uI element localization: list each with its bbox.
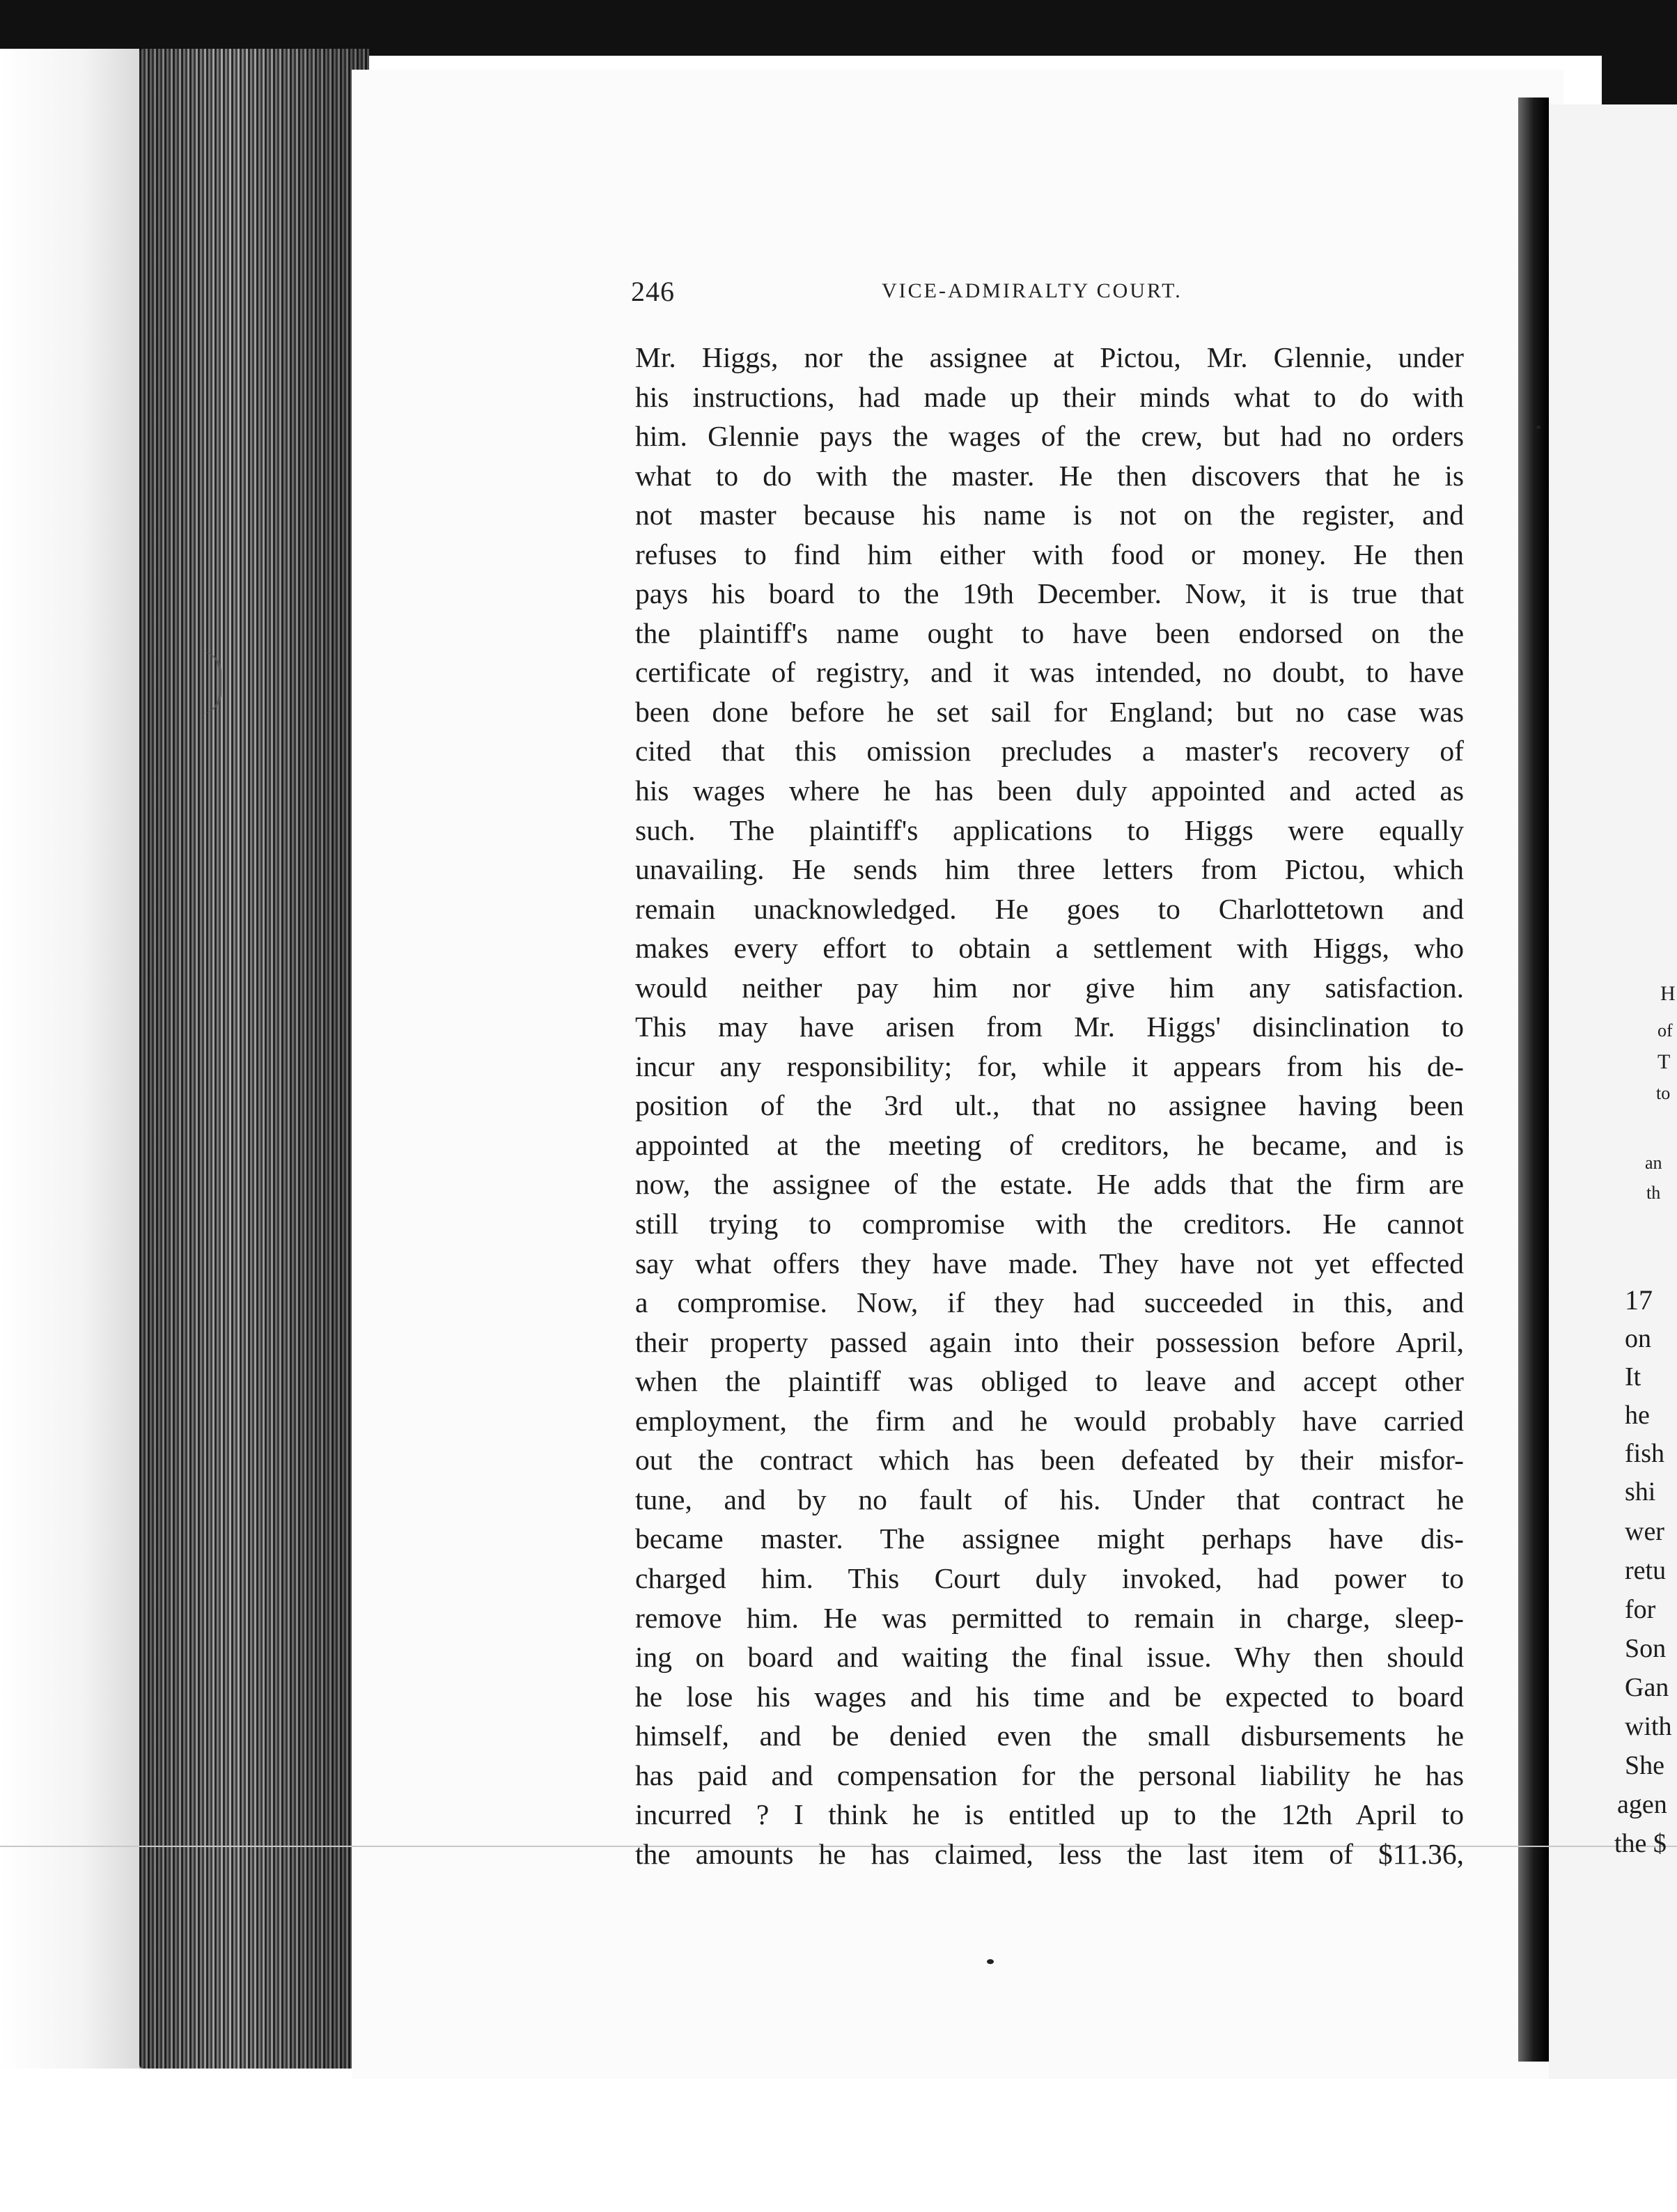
text-line: unavailing. He sends him three letters from Pictou, which [635, 853, 1464, 886]
text-line: cited that this omission precludes a master's recovery of [635, 735, 1464, 768]
text-line: his instructions, had made up their minds what to do with [635, 380, 1464, 413]
facing-fragment: shi [1625, 1477, 1656, 1506]
facing-fragment: for [1625, 1595, 1656, 1624]
text-line: himself, and be denied even the small disbursements he [635, 1720, 1464, 1752]
facing-fragment: H [1660, 982, 1676, 1005]
text-line: his wages where he has been duly appointed and acted as [635, 774, 1464, 807]
text-line: what to do with the master. He then discovers that he is [635, 459, 1464, 492]
text-line: pays his board to the 19th December. Now, it is true that [635, 577, 1464, 610]
page-number: 246 [631, 276, 675, 307]
text-line: would neither pay him nor give him any satisfaction. [635, 971, 1464, 1004]
body-text [635, 338, 1464, 1874]
facing-fragment: T [1658, 1050, 1671, 1073]
facing-fragment: the $ [1614, 1829, 1667, 1858]
text-line: their property passed again into their possession before April, [635, 1325, 1464, 1358]
book-binding-gutter [1518, 98, 1549, 2062]
facing-fragment: on [1625, 1324, 1651, 1353]
facing-fragment: Gan [1625, 1673, 1669, 1702]
text-line: charged him. This Court duly invoked, had power to [635, 1561, 1464, 1594]
text-line: ing on board and waiting the final issue. Why then should [635, 1641, 1464, 1674]
page-stack-shading [139, 49, 369, 2069]
text-line: position of the 3rd ult., that no assignee having been [635, 1089, 1464, 1122]
facing-fragment: retu [1625, 1556, 1667, 1585]
facing-fragment: agen [1617, 1790, 1667, 1819]
text-line: incurred ? I think he is entitled up to the 12th April to [635, 1798, 1464, 1831]
facing-fragment: with [1625, 1712, 1672, 1741]
facing-fragment: fish [1625, 1439, 1664, 1468]
scanner-background-right [1602, 56, 1677, 104]
text-line: out the contract which has been defeated by their misfor- [635, 1444, 1464, 1477]
text-line: he lose his wages and his time and be expected to board [635, 1680, 1464, 1713]
text-line: still trying to compromise with the creditors. He cannot [635, 1208, 1464, 1240]
text-line: appointed at the meeting of creditors, he became, and is [635, 1128, 1464, 1161]
facing-fragment: to [1656, 1083, 1671, 1103]
text-line: Mr. Higgs, nor the assignee at Pictou, Mr. Glennie, under [635, 341, 1464, 373]
text-line: refuses to find him either with food or money. He then [635, 538, 1464, 570]
text-line: been done before he set sail for England; but no case was [635, 695, 1464, 728]
text-line: now, the assignee of the estate. He adds that the firm are [635, 1168, 1464, 1201]
text-line: not master because his name is not on the register, and [635, 499, 1464, 531]
facing-fragment: th [1646, 1183, 1661, 1203]
running-title: VICE-ADMIRALTY COURT. [882, 279, 1183, 302]
facing-fragment: an [1645, 1153, 1662, 1173]
speck [1536, 426, 1540, 429]
text-line: remain unacknowledged. He goes to Charlottetown and [635, 892, 1464, 925]
facing-fragment: 17 [1625, 1284, 1653, 1316]
text-line: when the plaintiff was obliged to leave and accept other [635, 1365, 1464, 1398]
facing-fragment: Son [1625, 1634, 1667, 1663]
text-line: a compromise. Now, if they had succeeded in this, and [635, 1286, 1464, 1319]
facing-fragment: She [1625, 1751, 1664, 1780]
text-line: has paid and compensation for the personal liability he has [635, 1759, 1464, 1791]
bottom-margin [0, 2079, 1677, 2212]
text-line: incur any responsibility; for, while it appears from his de- [635, 1050, 1464, 1082]
text-line: certificate of registry, and it was intended, no doubt, to have [635, 656, 1464, 689]
printer-mark [987, 1959, 994, 1964]
book-left-margin [0, 49, 139, 2069]
text-line: the plaintiff's name ought to have been endorsed on the [635, 616, 1464, 649]
facing-fragment: wer [1625, 1517, 1664, 1546]
text-line: remove him. He was permitted to remain in charge, sleep- [635, 1601, 1464, 1634]
text-line: became master. The assignee might perhaps have dis- [635, 1522, 1464, 1555]
text-line: This may have arisen from Mr. Higgs' disinclination to [635, 1011, 1464, 1043]
text-line: tune, and by no fault of his. Under that contract he [635, 1483, 1464, 1516]
text-line: such. The plaintiff's applications to Higgs were equally [635, 813, 1464, 846]
text-line: makes every effort to obtain a settlement with Higgs, who [635, 932, 1464, 965]
facing-fragment: of [1658, 1020, 1673, 1041]
scanner-background [0, 0, 1677, 56]
text-line: him. Glennie pays the wages of the crew, but had no orders [635, 420, 1464, 453]
text-line: say what offers they have made. They have not yet effected [635, 1247, 1464, 1279]
text-line: the amounts he has claimed, less the last item of $11.36, [635, 1837, 1464, 1870]
facing-fragment: he [1625, 1401, 1650, 1430]
facing-fragment: It [1625, 1362, 1641, 1392]
text-line: employment, the firm and he would probably have carried [635, 1404, 1464, 1437]
